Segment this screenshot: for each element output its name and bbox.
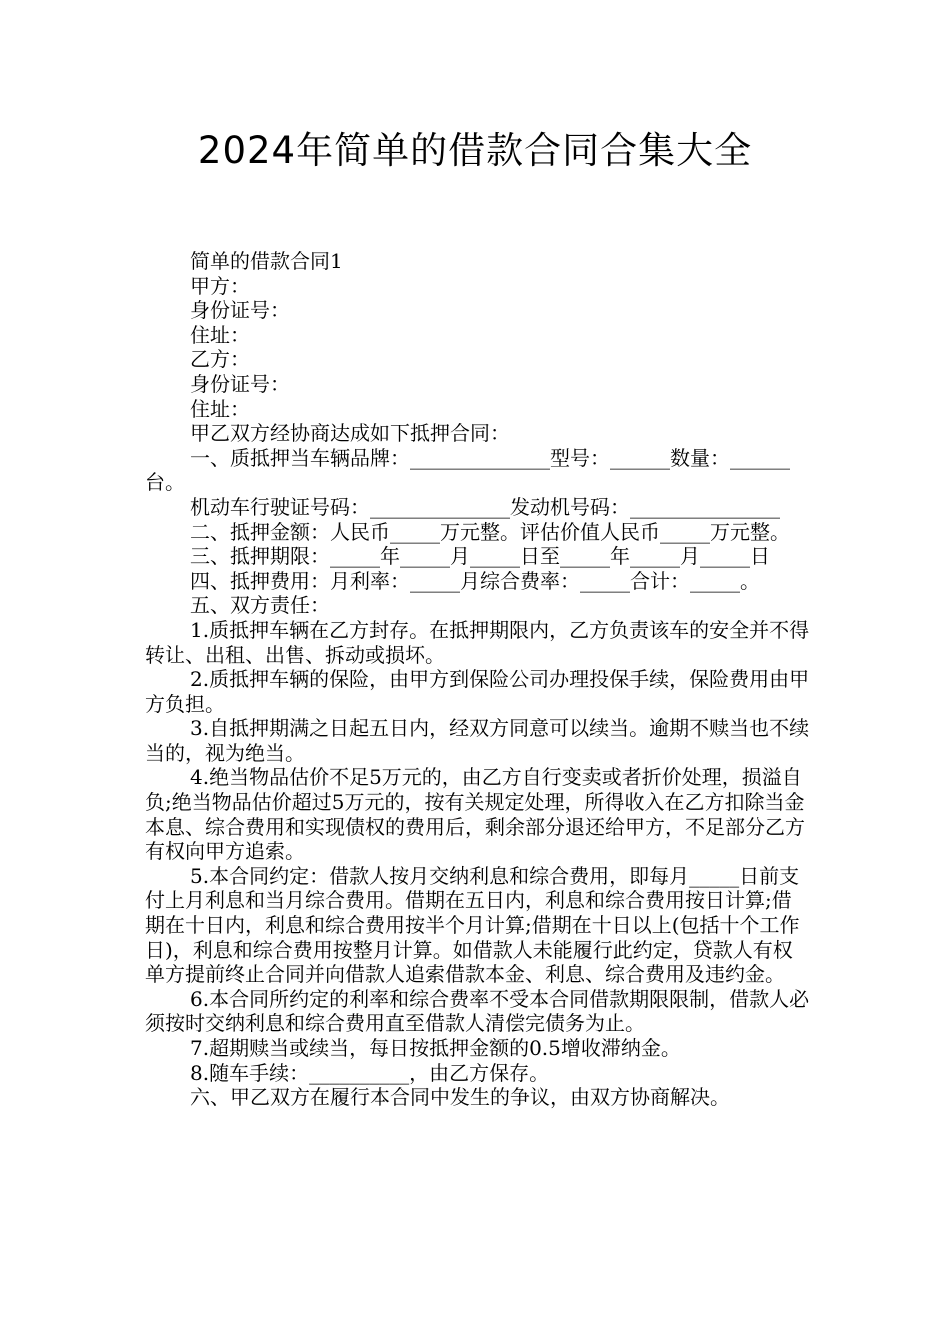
party-a-address-label: 住址： <box>190 322 250 347</box>
contract-body <box>145 249 810 1110</box>
contract-heading: 简单的借款合同1 <box>190 249 343 273</box>
clause-4-fees: 四、抵押费用：月利率：_____月综合费率：_____合计：_____。 <box>190 568 760 593</box>
clause-1-license: 机动车行驶证号码：______________发动机号码：_______________ <box>190 494 780 519</box>
clause-2-amount: 二、抵押金额：人民币_____万元整。评估价值人民币_____万元整。 <box>190 519 790 544</box>
party-a-id-label: 身份证号： <box>190 298 290 323</box>
responsibility-6: 6.本合同所约定的利率和综合费率不受本合同借款期限限制，借款人必须按时交纳利息和综合费用直至借款人清偿完债务为止。 <box>145 986 810 1036</box>
responsibility-2: 2.质抵押车辆的保险，由甲方到保险公司办理投保手续，保险费用由甲方负担。 <box>145 667 810 716</box>
responsibility-4: 4.绝当物品估价不足5万元的，由乙方自行变卖或者折价处理，损溢自负;绝当物品估价超过5万元的，按有关规定处理，所得收入在乙方扣除当金本息、综合费用和实现债权的费用后，剩余部分退还给甲方，不足部分乙方有权向甲方追索。 <box>145 765 805 864</box>
responsibility-8: 8.随车手续：__________，由乙方保存。 <box>190 1060 550 1085</box>
responsibility-5: 5.本合同约定：借款人按月交纳利息和综合费用，即每月_____日前支付上月利息和当月综合费用。借期在五日内，利息和综合费用按日计算;借期在十日内，利息和综合费用按半个月计算;借期在十日以上(包括十个工作日)，利息和综合费用按整月计算。如借款人未能履行此约定，贷款人有权单方提前终止合同并向借款人追索借款本金、利息、综合费用及违约金。 <box>145 863 800 987</box>
agreement-intro: 甲乙双方经协商达成如下抵押合同： <box>190 421 510 446</box>
clause-1-vehicle: 一、质抵押当车辆品牌：______________型号：______数量：______台。 <box>145 445 790 495</box>
party-a-label: 甲方： <box>190 273 250 298</box>
party-b-address-label: 住址： <box>190 396 250 421</box>
responsibility-1: 1.质抵押车辆在乙方封存。在抵押期限内，乙方负责该车的安全并不得转让、出租、出售、拆动或损坏。 <box>145 617 810 667</box>
clause-3-period: 三、抵押期限：_____年_____月_____日至_____年_____月_____日 <box>190 544 770 569</box>
party-b-label: 乙方： <box>190 347 250 372</box>
clause-6-dispute: 六、甲乙双方在履行本合同中发生的争议，由双方协商解决。 <box>190 1085 730 1110</box>
page-title: 2024年简单的借款合同合集大全 <box>197 129 753 172</box>
clause-5-heading: 五、双方责任： <box>190 593 330 618</box>
responsibility-7: 7.超期赎当或续当，每日按抵押金额的0.5增收滞纳金。 <box>190 1036 681 1060</box>
responsibility-3: 3.自抵押期满之日起五日内，经双方同意可以续当。逾期不赎当也不续当的，视为绝当。 <box>145 716 810 765</box>
party-b-id-label: 身份证号： <box>190 371 290 396</box>
